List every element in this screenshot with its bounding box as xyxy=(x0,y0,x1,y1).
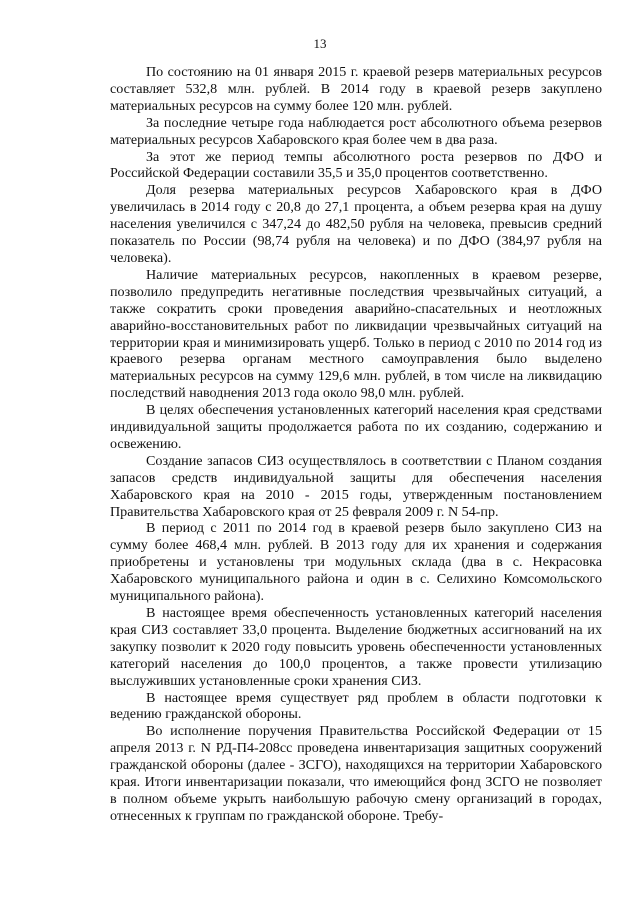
body-text xyxy=(110,64,602,825)
paragraph-reserve-usage: Наличие материальных ресурсов, накопленных в краевом резерве, позволило предупредить негативные последствия чрезвычайных ситуаций, а также сократить сроки проведения аварийно-спасательных и неотложных аварийно-восстановительных работ по ликвидации чрезвычайных ситуаций на территории края и минимизировать ущерб. Только в период с 2010 по 2014 год из краевого резерва органам местного самоуправления было выделено материальных ресурсов на сумму 129,6 млн. рублей, в том числе на ликвидацию последствий наводнения 2013 года около 98,0 млн. рублей. xyxy=(110,266,602,402)
paragraph-growth-rates: За этот же период темпы абсолютного роста резервов по ДФО и Российской Федерации составили 35,5 и 35,0 процентов соответственно. xyxy=(110,148,602,182)
paragraph-siz-plan: Создание запасов СИЗ осуществлялось в соответствии с Планом создания запасов средств индивидуальной защиты для обеспечения населения Хабаровского края на 2010 - 2015 годы, утвержденным постановлением Правительства Хабаровского края от 25 февраля 2009 г. N 54-пр. xyxy=(110,452,602,520)
paragraph-reserve-status: По состоянию на 01 января 2015 г. краевой резерв материальных ресурсов составляет 532,8 млн. рублей. В 2014 году в краевой резерв закуплено материальных ресурсов на сумму более 120 млн. рублей. xyxy=(110,64,602,114)
page-number: 13 xyxy=(313,36,327,51)
paragraph-protection-means: В целях обеспечения установленных категорий населения края средствами индивидуальной защиты продолжается работа по их созданию, содержанию и освежению. xyxy=(110,402,602,452)
paragraph-reserve-growth: За последние четыре года наблюдается рост абсолютного объема резервов материальных ресурсов Хабаровского края более чем в два раза. xyxy=(110,114,602,148)
paragraph-inventory: Во исполнение поручения Правительства Российской Федерации от 15 апреля 2013 г. N РД-П4-208сс проведена инвентаризация защитных сооружений гражданской обороны (далее - ЗСГО), находящихся на территории Хабаровского края. Итоги инвентаризации показали, что имеющийся фонд ЗСГО не позволяет в полном объеме укрыть наибольшую рабочую смену организаций в городах, отнесенных к группам по гражданской обороне. Требу- xyxy=(110,723,602,824)
paragraph-siz-coverage: В настоящее время обеспеченность установленных категорий населения края СИЗ составляет 33,0 процента. Выделение бюджетных ассигнований на их закупку позволит к 2020 году повысить уровень обеспеченности установленных категорий населения до 100,0 процентов, а также провести утилизацию выслуживших установленные сроки хранения СИЗ. xyxy=(110,605,602,689)
paragraph-siz-purchases: В период с 2011 по 2014 год в краевой резерв было закуплено СИЗ на сумму более 468,4 млн. рублей. В 2013 году для их хранения и содержания приобретены и установлены три модульных склада (два в с. Некрасовка Хабаровского муниципального района и один в с. Селихино Комсомольского муниципального района). xyxy=(110,520,602,605)
paragraph-civil-defense-problems: В настоящее время существует ряд проблем в области подготовки к ведению гражданской обороны. xyxy=(110,689,602,723)
paragraph-reserve-share: Доля резерва материальных ресурсов Хабаровского края в ДФО увеличилась в 2014 году с 20,8 до 27,1 процента, а объем резерва края на душу населения увеличился с 347,24 до 482,50 рубля на человека, превысив средний показатель по России (98,74 рубля на человека) и по ДФО (384,97 рубля на человека). xyxy=(110,182,602,266)
